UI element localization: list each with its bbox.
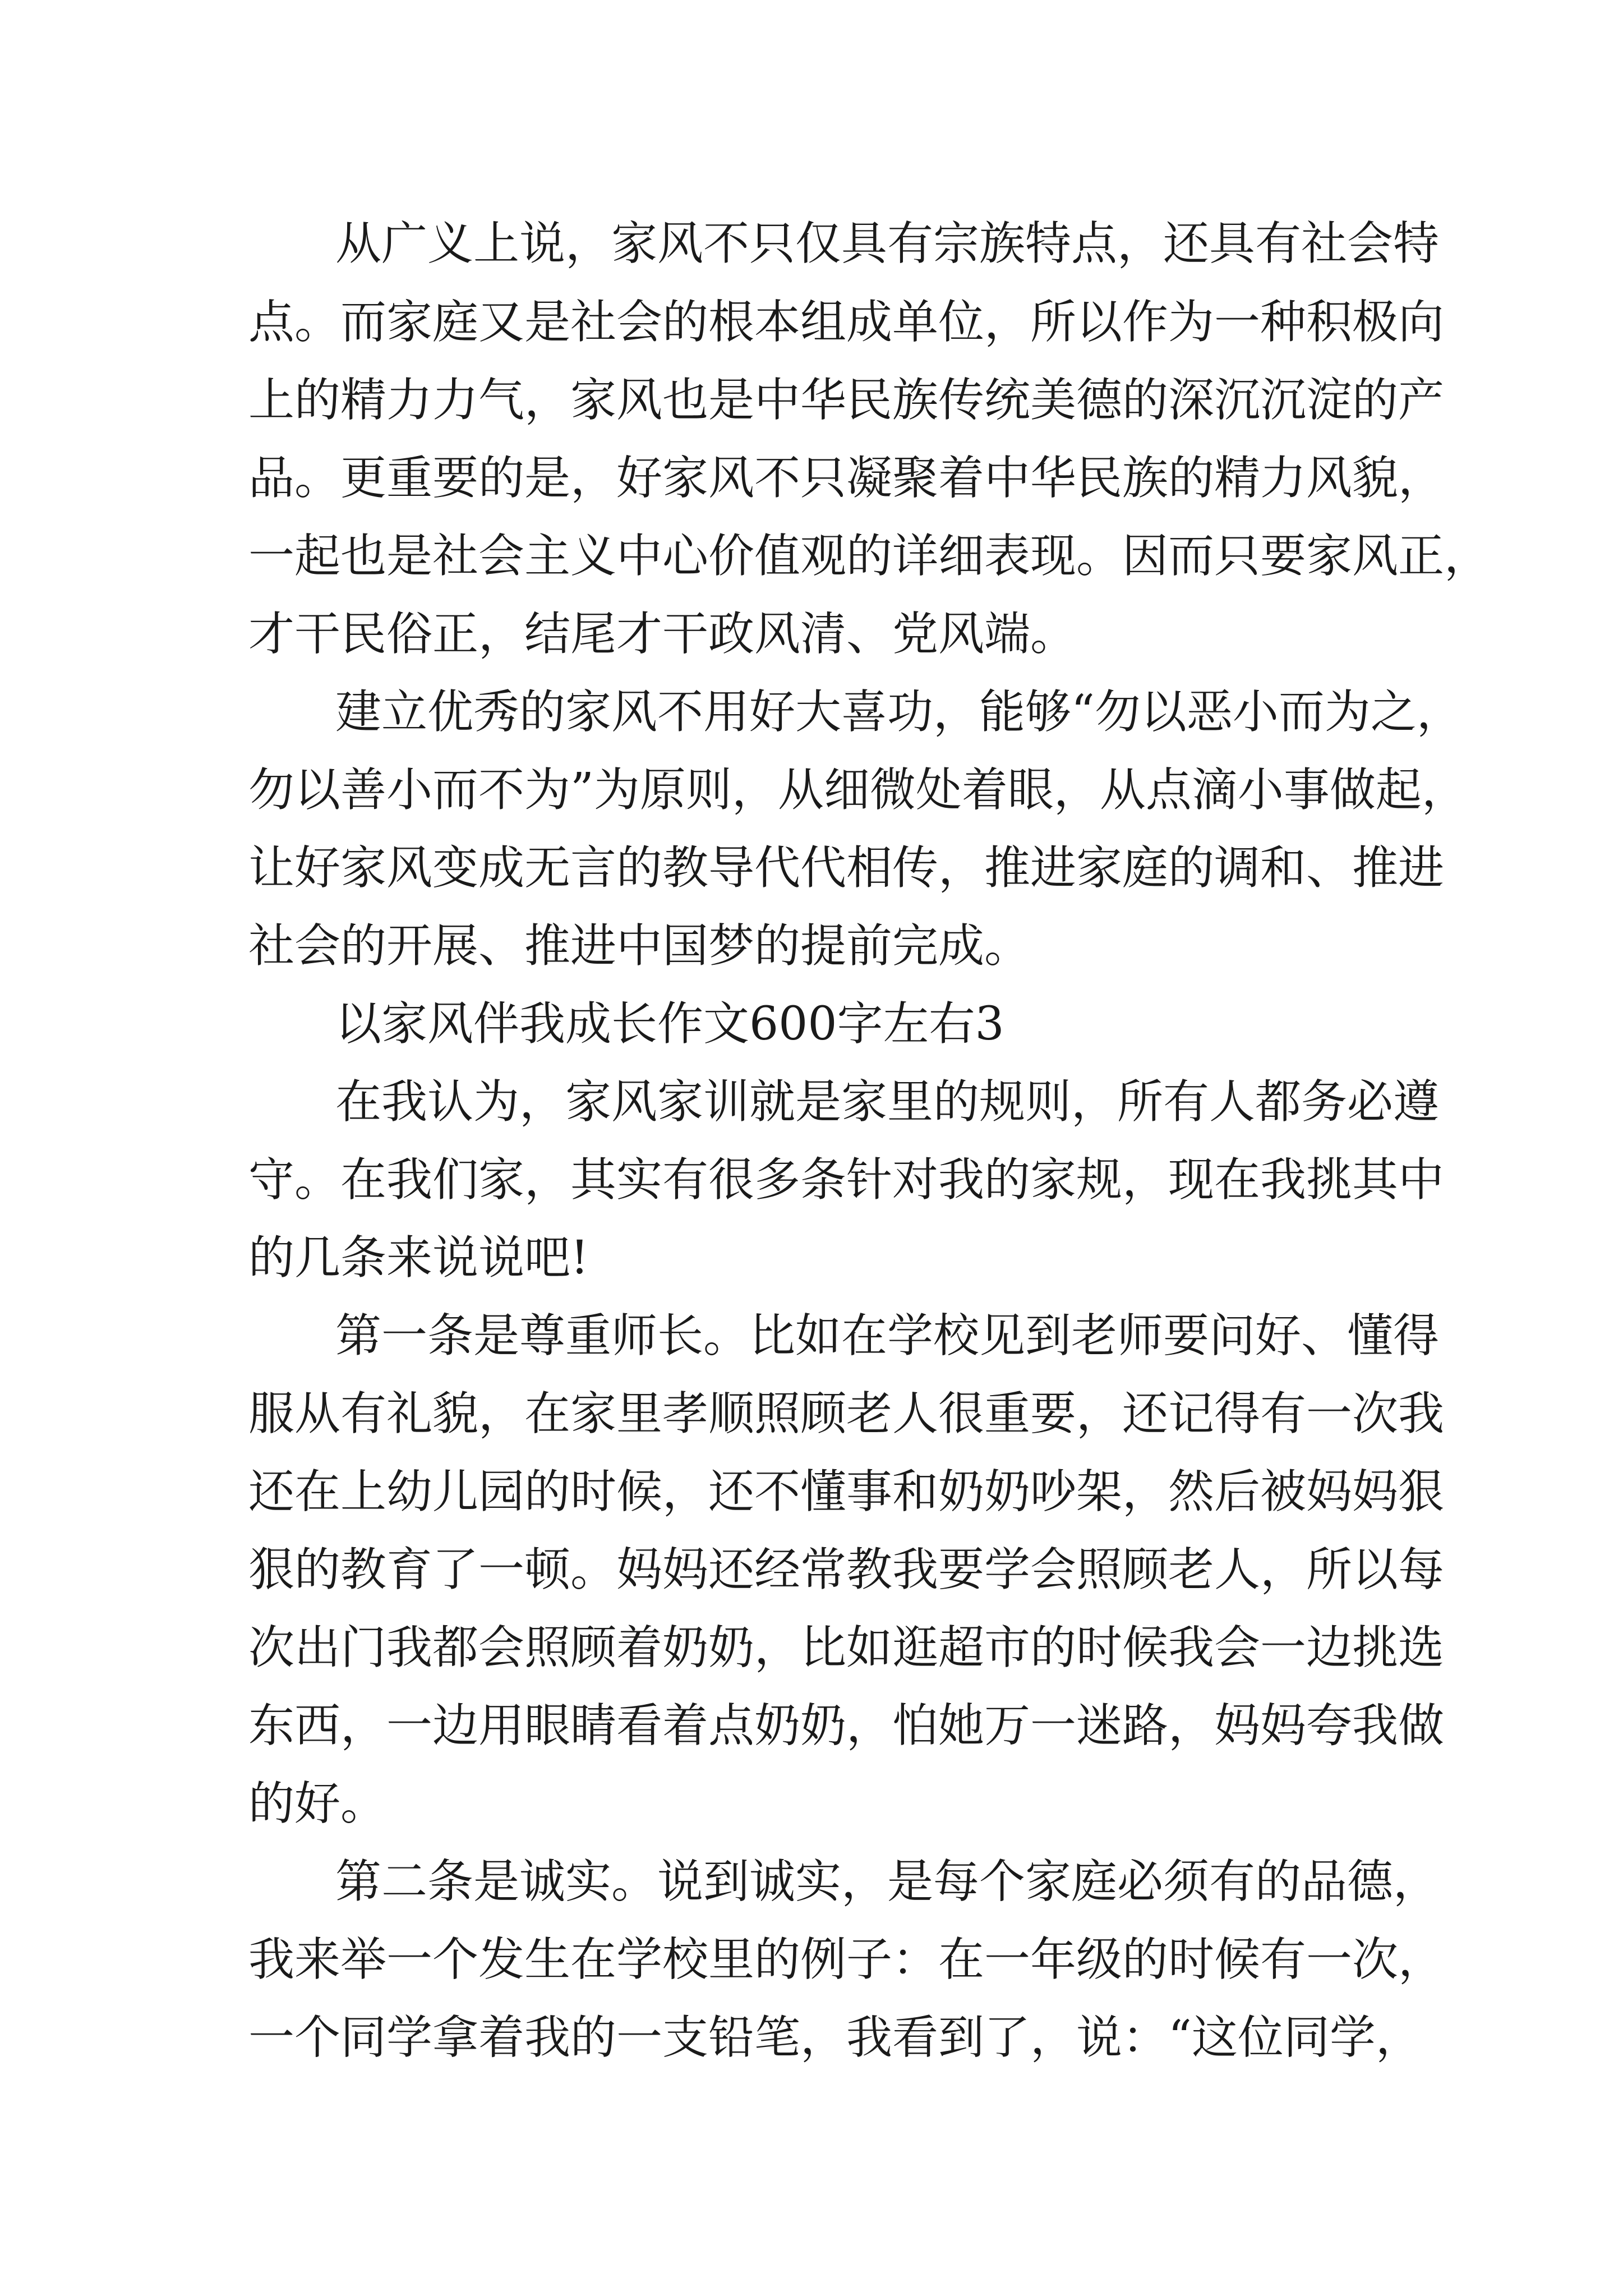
text-line: 守。在我们家，其实有很多条针对我的家规，现在我挑其中 — [248, 1153, 1445, 1207]
text-line: 让好家风变成无言的教导代代相传，推进家庭的调和、推进 — [248, 841, 1445, 895]
text-line: 第一条是尊重师长。比如在学校见到老师要问好、懂得 — [335, 1309, 1440, 1363]
text-line: 次出门我都会照顾着奶奶，比如逛超市的时候我会一边挑选 — [248, 1621, 1445, 1674]
text-line: 点。而家庭又是社会的根本组成单位，所以作为一种积极向 — [248, 296, 1445, 349]
text-line: 品。更重要的是，好家风不只凝聚着中华民族的精力风貌， — [248, 452, 1445, 505]
text-line: 一起也是社会主义中心价值观的详细表现。因而只要家风正， — [248, 530, 1491, 583]
text-line: 东西，一边用眼睛看着点奶奶，怕她万一迷路，妈妈夸我做 — [248, 1699, 1445, 1752]
text-line: 社会的开展、推进中国梦的提前完成。 — [248, 919, 1031, 973]
text-line: 勿以善小而不为”为原则，从细微处着眼，从点滴小事做起， — [248, 763, 1468, 817]
text-line: 服从有礼貌，在家里孝顺照顾老人很重要，还记得有一次我 — [248, 1387, 1445, 1441]
text-line: 第二条是诚实。说到诚实，是每个家庭必须有的品德， — [335, 1855, 1440, 1908]
text-line: 的好。 — [248, 1777, 387, 1830]
text-line: 在我认为，家风家训就是家里的规则，所有人都务必遵 — [335, 1075, 1440, 1129]
text-line: 从广义上说，家风不只仅具有宗族特点，还具有社会特 — [335, 217, 1440, 270]
text-line: 我来举一个发生在学校里的例子：在一年级的时候有一次， — [248, 1933, 1445, 1986]
text-line: 上的精力力气，家风也是中华民族传统美德的深沉沉淀的产 — [248, 374, 1445, 427]
text-line: 一个同学拿着我的一支铅笔，我看到了，说：“这位同学， — [248, 2011, 1422, 2064]
text-line: 狠的教育了一顿。妈妈还经常教我要学会照顾老人，所以每 — [248, 1543, 1445, 1596]
text-line: 还在上幼儿园的时候，还不懂事和奶奶吵架，然后被妈妈狠 — [248, 1465, 1445, 1519]
text-line: 的几条来说说吧! — [248, 1231, 589, 1285]
section-heading: 以家风伴我成长作文600字左右3 — [335, 997, 1004, 1051]
text-line: 建立优秀的家风不用好大喜功，能够“勿以恶小而为之， — [335, 685, 1463, 739]
text-line: 才干民俗正，结尾才干政风清、党风端。 — [248, 608, 1077, 661]
